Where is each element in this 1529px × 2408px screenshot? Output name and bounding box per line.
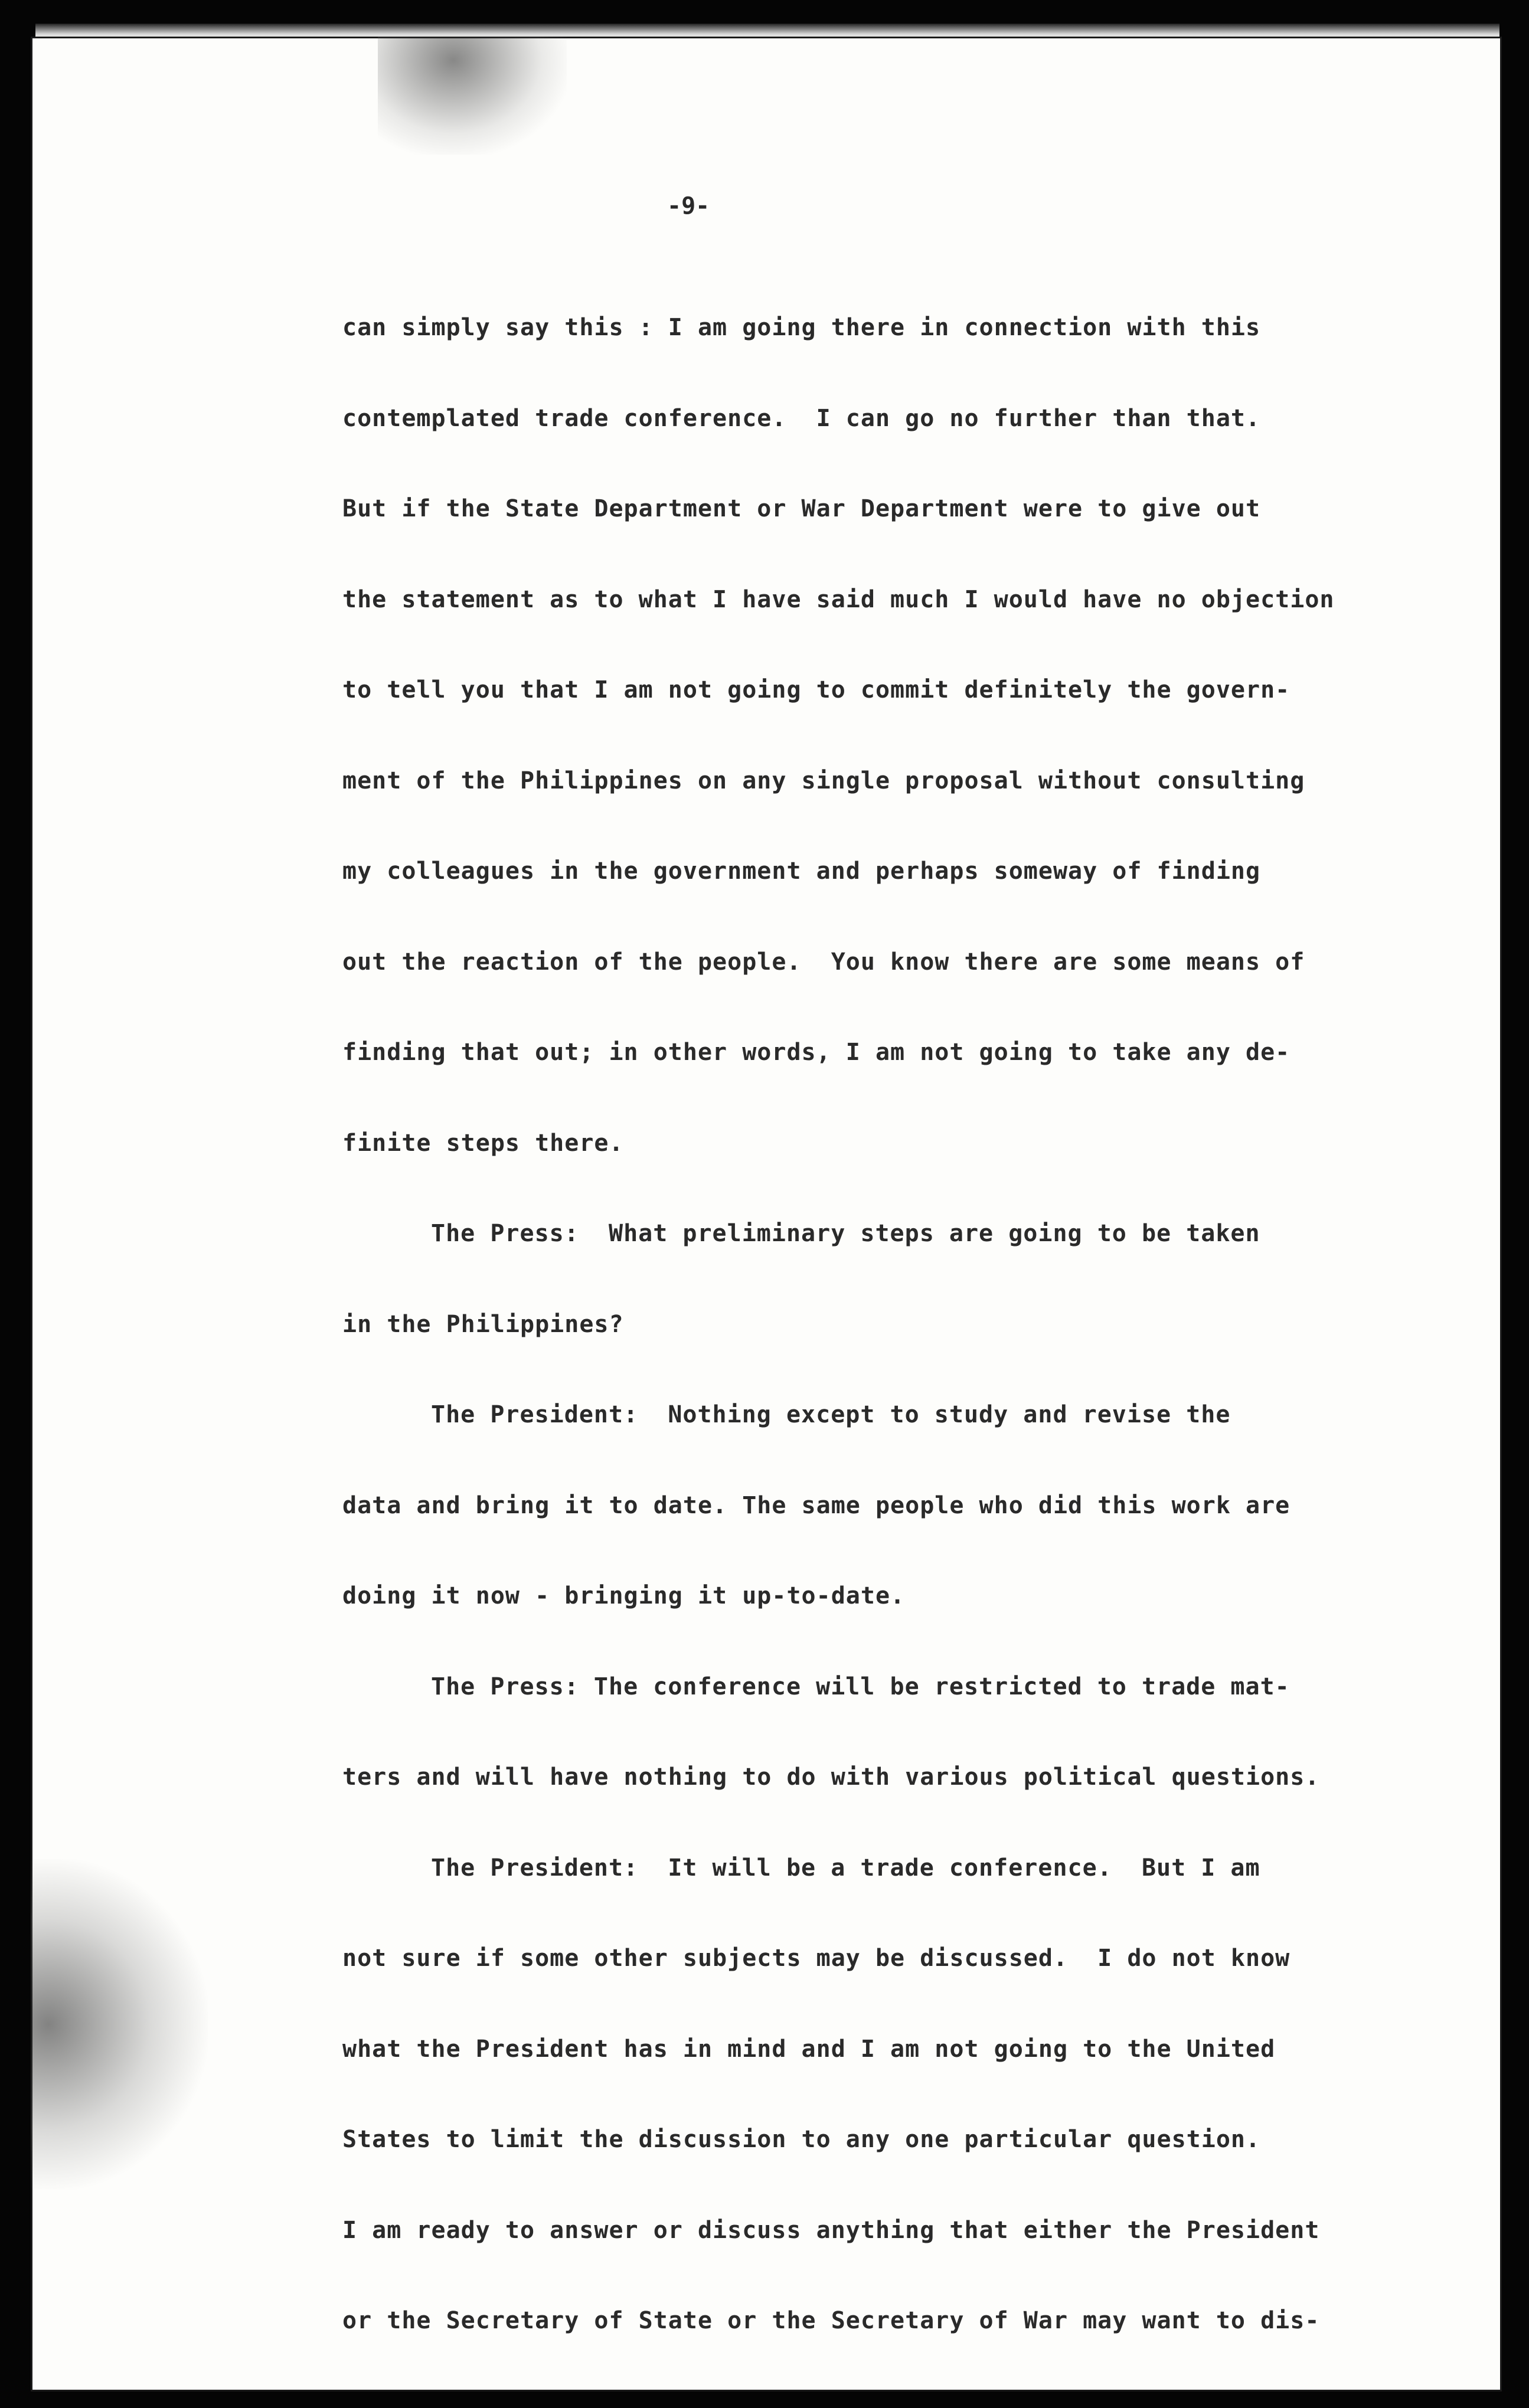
text-line: States to limit the discussion to any one particular question. xyxy=(342,2126,1261,2153)
text-line-speaker: The Press: The conference will be restricted to trade mat- xyxy=(431,1673,1290,1700)
text-line: contemplated trade conference. I can go no further than that. xyxy=(342,404,1261,432)
text-line: ment of the Philippines on any single proposal without consulting xyxy=(342,767,1305,794)
text-line: what the President has in mind and I am not going to the United xyxy=(342,2035,1276,2063)
text-line: my colleagues in the government and perhaps someway of finding xyxy=(342,858,1261,885)
text-line: finding that out; in other words, I am not going to take any de- xyxy=(342,1039,1290,1066)
text-line: I am ready to answer or discuss anything that either the President xyxy=(342,2216,1320,2244)
text-line: But if the State Department or War Department were to give out xyxy=(342,495,1261,522)
text-line-speaker: The President: Nothing except to study and revise the xyxy=(431,1401,1231,1428)
scan-smudge-left xyxy=(31,1859,208,2190)
text-line: ters and will have nothing to do with various political questions. xyxy=(342,1764,1320,1791)
text-line: to tell you that I am not going to commit definitely the govern- xyxy=(342,676,1290,704)
page-number: -9- xyxy=(667,192,710,220)
text-line: out the reaction of the people. You know there are some means of xyxy=(342,948,1305,976)
text-line: doing it now - bringing it up-to-date. xyxy=(342,1582,906,1609)
text-line-speaker: The President: It will be a trade conference. But I am xyxy=(431,1854,1260,1882)
text-line: finite steps there. xyxy=(342,1129,624,1157)
text-line: in the Philippines? xyxy=(342,1310,624,1338)
text-line: or the Secretary of State or the Secretary of War may want to dis- xyxy=(342,2307,1320,2334)
text-line: data and bring it to date. The same people who did this work are xyxy=(342,1491,1290,1519)
text-line: can simply say this : I am going there in connection with this xyxy=(342,314,1261,341)
text-line-speaker: The Press: What preliminary steps are going to be taken xyxy=(431,1220,1260,1247)
text-line: not sure if some other subjects may be discussed. I do not know xyxy=(342,1945,1290,1972)
text-line: the statement as to what I have said much I would have no objection xyxy=(342,585,1335,613)
scan-smudge-top xyxy=(378,37,567,155)
